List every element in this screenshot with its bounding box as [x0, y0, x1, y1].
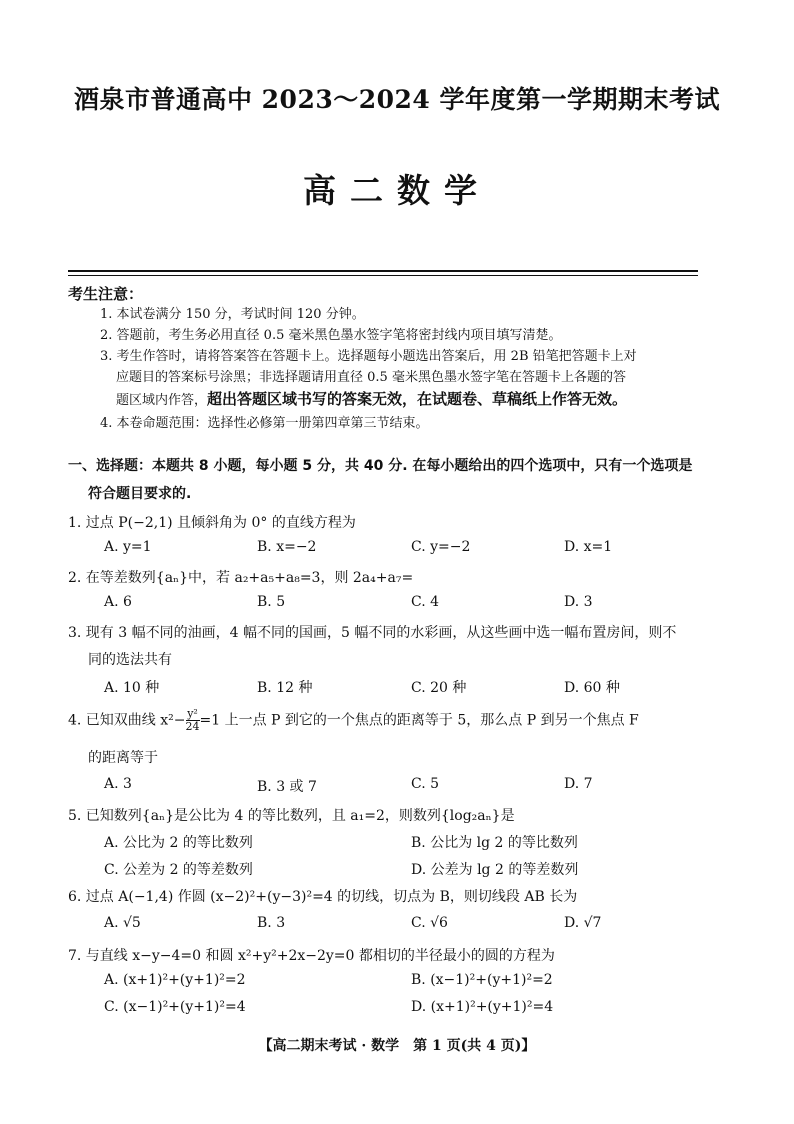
option-d: D. 3 [564, 594, 593, 610]
divider-thick [68, 270, 698, 272]
option-a: A. 6 [104, 594, 132, 610]
question-stem: 3. 现有 3 幅不同的油画，4 幅不同的国画，5 幅不同的水彩画，从这些画中选一幅布置房间，则不 [68, 625, 677, 641]
question-stem: 5. 已知数列{aₙ}是公比为 4 的等比数列，且 a₁=2，则数列{log₂aₙ}是 [68, 808, 515, 824]
option-a: A. (x+1)²+(y+1)²=2 [104, 972, 246, 988]
option-c: C. 公差为 2 的等差数列 [104, 862, 253, 878]
page-footer: 【高二期末考试 · 数学 第 1 页(共 4 页)】 [258, 1038, 536, 1054]
option-c: C. (x−1)²+(y+1)²=4 [104, 999, 246, 1015]
option-b: B. 5 [257, 594, 286, 610]
option-a: A. y=1 [104, 539, 152, 555]
exam-title: 酒泉市普通高中 2023～2024 学年度第一学期期末考试 [73, 85, 721, 114]
option-d: D. x=1 [564, 539, 613, 555]
option-c: C. 5 [411, 776, 440, 792]
notice-item-text: 题区域内作答， [116, 393, 208, 408]
fraction-numerator: y² [187, 707, 198, 720]
option-c: C. 20 种 [411, 680, 467, 696]
section-heading: 一、选择题：本题共 8 小题，每小题 5 分，共 40 分. 在每小题给出的四个选项中，只有一个选项是 [68, 458, 693, 474]
notice-item: 4. 本卷命题范围：选择性必修第一册第四章第三节结束。 [100, 416, 429, 431]
option-b: B. (x−1)²+(y+1)²=2 [411, 972, 553, 988]
option-c: C. 4 [411, 594, 440, 610]
option-b: B. 3 或 7 [257, 779, 317, 795]
option-b: B. 3 [257, 915, 286, 931]
notice-warning: 超出答题区域书写的答案无效，在试题卷、草稿纸上作答无效。 [207, 390, 628, 408]
option-c: C. y=−2 [411, 539, 471, 555]
question-stem: 6. 过点 A(−1,4) 作圆 (x−2)²+(y−3)²=4 的切线，切点为 B，则切线段 AB 长为 [68, 889, 578, 905]
option-b: B. x=−2 [257, 539, 317, 555]
option-a: A. 10 种 [104, 680, 160, 696]
option-d: D. 7 [564, 776, 593, 792]
option-d: D. 公差为 lg 2 的等差数列 [411, 862, 579, 878]
question-stem [68, 708, 639, 733]
question-stem-cont: 的距离等于 [88, 750, 158, 766]
question-stem: 7. 与直线 x−y−4=0 和圆 x²+y²+2x−2y=0 都相切的半径最小的圆的方程为 [68, 948, 555, 964]
question-stem: 1. 过点 P(−2,1) 且倾斜角为 0° 的直线方程为 [68, 515, 356, 531]
section-heading-cont: 符合题目要求的. [88, 486, 192, 502]
question-stem: 2. 在等差数列{aₙ}中，若 a₂+a₅+a₈=3，则 2a₄+a₇= [68, 570, 414, 586]
divider-thin [68, 275, 698, 276]
subject-title: 高二数学 [303, 171, 491, 210]
notice-item: 3. 考生作答时，请将答案答在答题卡上。选择题每小题选出答案后，用 2B 铅笔把答题卡上对 [100, 349, 637, 364]
option-a: A. √5 [104, 915, 141, 931]
option-d: D. (x+1)²+(y+1)²=4 [411, 999, 554, 1015]
question-stem-cont: 同的选法共有 [88, 652, 172, 668]
notice-heading: 考生注意： [68, 285, 144, 303]
fraction [186, 708, 200, 733]
notice-item [116, 389, 627, 411]
option-a: A. 公比为 2 的等比数列 [104, 835, 253, 851]
fraction-denominator: 24 [185, 720, 200, 733]
option-b: B. 12 种 [257, 680, 313, 696]
option-c: C. √6 [411, 915, 448, 931]
option-d: D. √7 [564, 915, 602, 931]
stem-part: 4. 已知双曲线 x²− [68, 712, 186, 729]
notice-item: 1. 本试卷满分 150 分，考试时间 120 分钟。 [100, 307, 365, 322]
notice-item: 应题目的答案标号涂黑；非选择题请用直径 0.5 毫米黑色墨水签字笔在答题卡上各题的答 [116, 370, 626, 385]
option-a: A. 3 [104, 776, 132, 792]
notice-item: 2. 答题前，考生务必用直径 0.5 毫米黑色墨水签字笔将密封线内项目填写清楚。 [100, 328, 562, 343]
stem-part: =1 上一点 P 到它的一个焦点的距离等于 5，那么点 P 到另一个焦点 F [199, 712, 639, 729]
option-b: B. 公比为 lg 2 的等比数列 [411, 835, 578, 851]
option-d: D. 60 种 [564, 680, 620, 696]
